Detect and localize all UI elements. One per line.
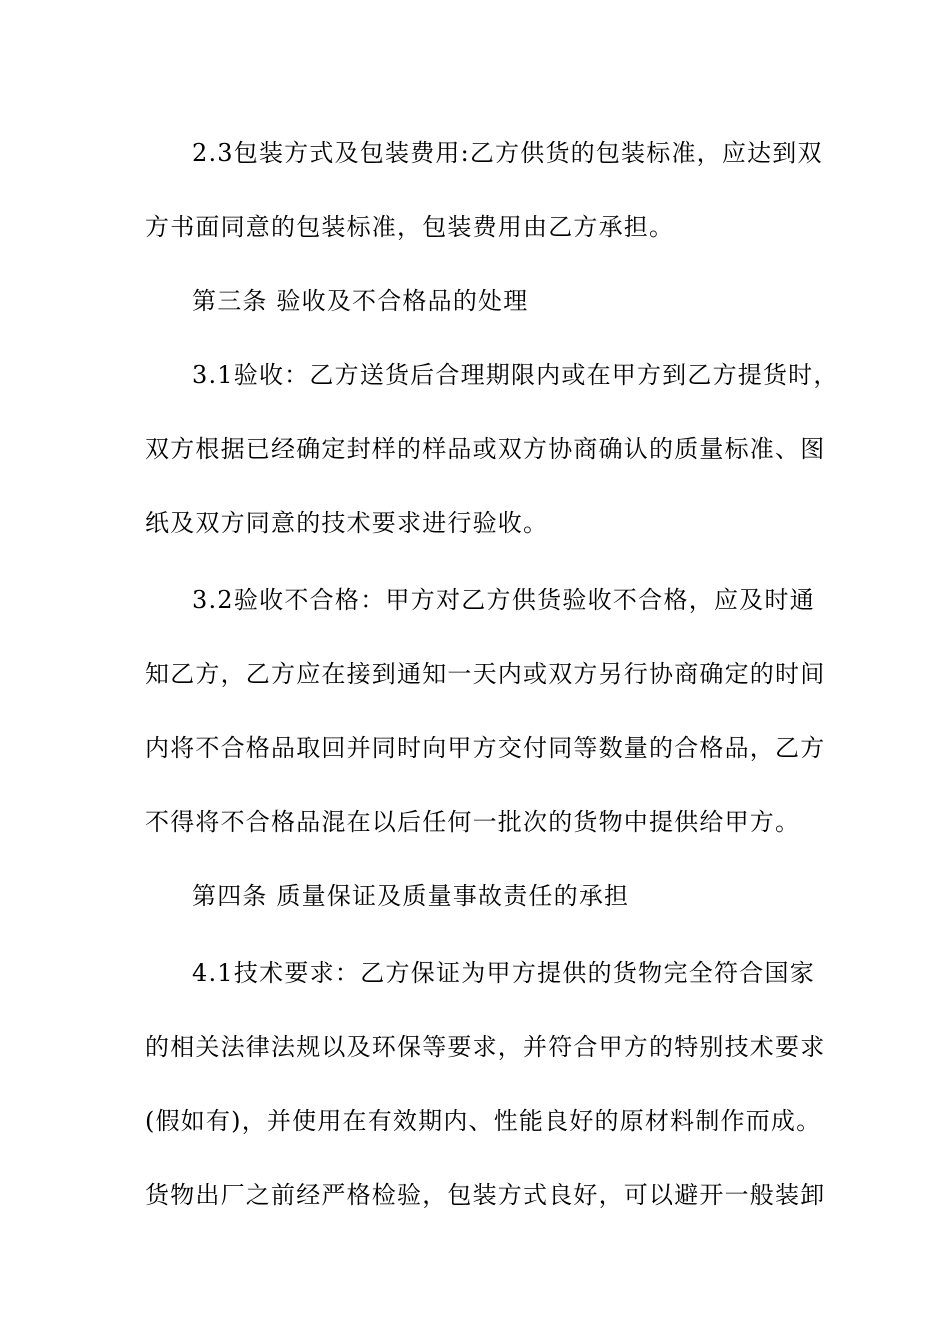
paragraph-line: 的相关法律法规以及环保等要求，并符合甲方的特别技术要求 (145, 1033, 826, 1061)
paragraph-line: (假如有)，并使用在有效期内、性能良好的原材料制作而成。 (145, 1107, 822, 1135)
paragraph-line: 3.2验收不合格：甲方对乙方供货验收不合格，应及时通 (192, 586, 815, 614)
paragraph-line: 不得将不合格品混在以后任何一批次的货物中提供给甲方。 (145, 808, 801, 836)
paragraph-line: 内将不合格品取回并同时向甲方交付同等数量的合格品，乙方 (145, 734, 826, 762)
section-heading: 第三条 验收及不合格品的处理 (192, 287, 529, 315)
paragraph-line: 2.3包装方式及包装费用:乙方供货的包装标准，应达到双 (192, 139, 823, 167)
paragraph-line: 3.1验收：乙方送货后合理期限内或在甲方到乙方提货时， (192, 361, 839, 389)
paragraph-line: 货物出厂之前经严格检验，包装方式良好，可以避开一般装卸 (145, 1181, 826, 1209)
paragraph-line: 纸及双方同意的技术要求进行验收。 (145, 509, 549, 537)
paragraph-line: 4.1技术要求：乙方保证为甲方提供的货物完全符合国家 (192, 959, 815, 987)
paragraph-line: 方书面同意的包装标准，包装费用由乙方承担。 (145, 213, 675, 241)
paragraph-line: 知乙方，乙方应在接到通知一天内或双方另行协商确定的时间 (145, 660, 826, 688)
section-heading: 第四条 质量保证及质量事故责任的承担 (192, 882, 630, 910)
paragraph-line: 双方根据已经确定封样的样品或双方协商确认的质量标准、图 (145, 435, 826, 463)
